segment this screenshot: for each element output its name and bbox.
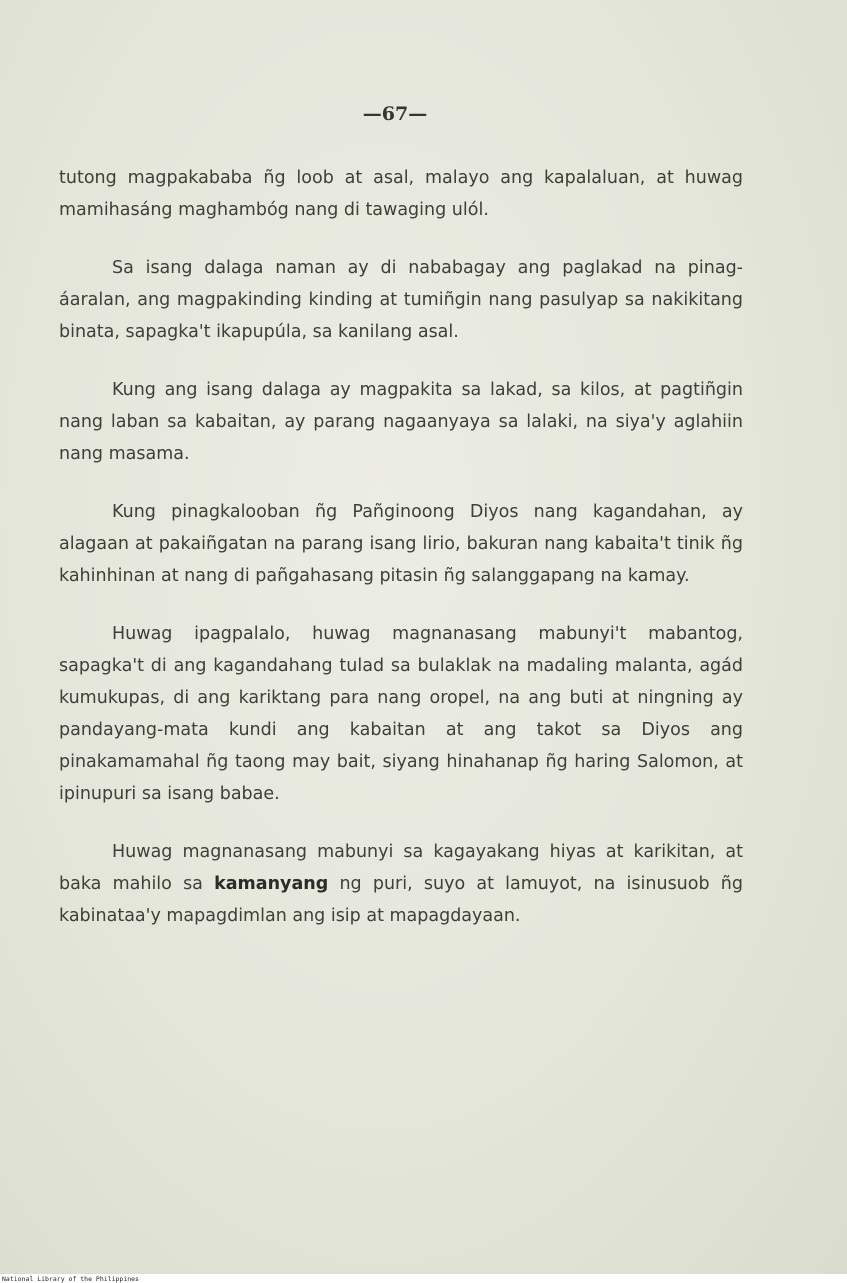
paragraph-6-end: ng puri, suyo at lamuyot, na isinusuob ñg kabinataa'y mapagdimlan ang isip at mapagdayaan. [59, 874, 743, 926]
paragraph-6 [59, 836, 743, 932]
paragraph-2: Sa isang dalaga naman ay di nababagay ang paglakad na pinag-áaralan, ang magpakinding kinding at tumiñgin nang pasulyap sa nakikitang binata, sapagka't ikapupúla, sa kanilang asal. [59, 258, 743, 342]
paragraph-5: Huwag ipagpalalo, huwag magnanasang mabunyi't mabantog, sapagka't di ang kagandahang tulad sa bulaklak na madaling malanta, agád kumukupas, di ang kariktang para nang oropel, na ang buti at ningning ay pandayang-mata kundi ang kabaitan at ang takot sa Diyos ang pinakamamahal ñg taong may bait, siyang hinahanap ñg haring Salomon, at ipinupuri sa isang babae. [59, 624, 743, 804]
library-footer: National Library of the Philippines [2, 1275, 139, 1283]
page-number: —67— [362, 103, 428, 125]
paragraph-1: tutong magpakababa ñg loob at asal, malayo ang kapalaluan, at huwag mamihasáng maghambóg nang di tawaging ulól. [59, 168, 743, 220]
paragraph-6-start: Huwag magnanasang mabunyi sa kagayakang hiyas at karikitan, at baka mahilo sa [59, 842, 743, 894]
bold-word: kamanyang [214, 874, 329, 894]
paragraph-3: Kung ang isang dalaga ay magpakita sa lakad, sa kilos, at pagtiñgin nang laban sa kabaitan, ay parang nagaanyaya sa lalaki, na siya'y aglahiin nang masama. [59, 380, 743, 464]
paragraph-4: Kung pinagkalooban ñg Pañginoong Diyos nang kagandahan, ay alagaan at pakaiñgatan na parang isang lirio, bakuran nang kabaita't tinik ñg kahinhinan at nang di pañgahasang pitasin ñg salanggapang na kamay. [59, 502, 743, 586]
body-text [59, 162, 743, 932]
